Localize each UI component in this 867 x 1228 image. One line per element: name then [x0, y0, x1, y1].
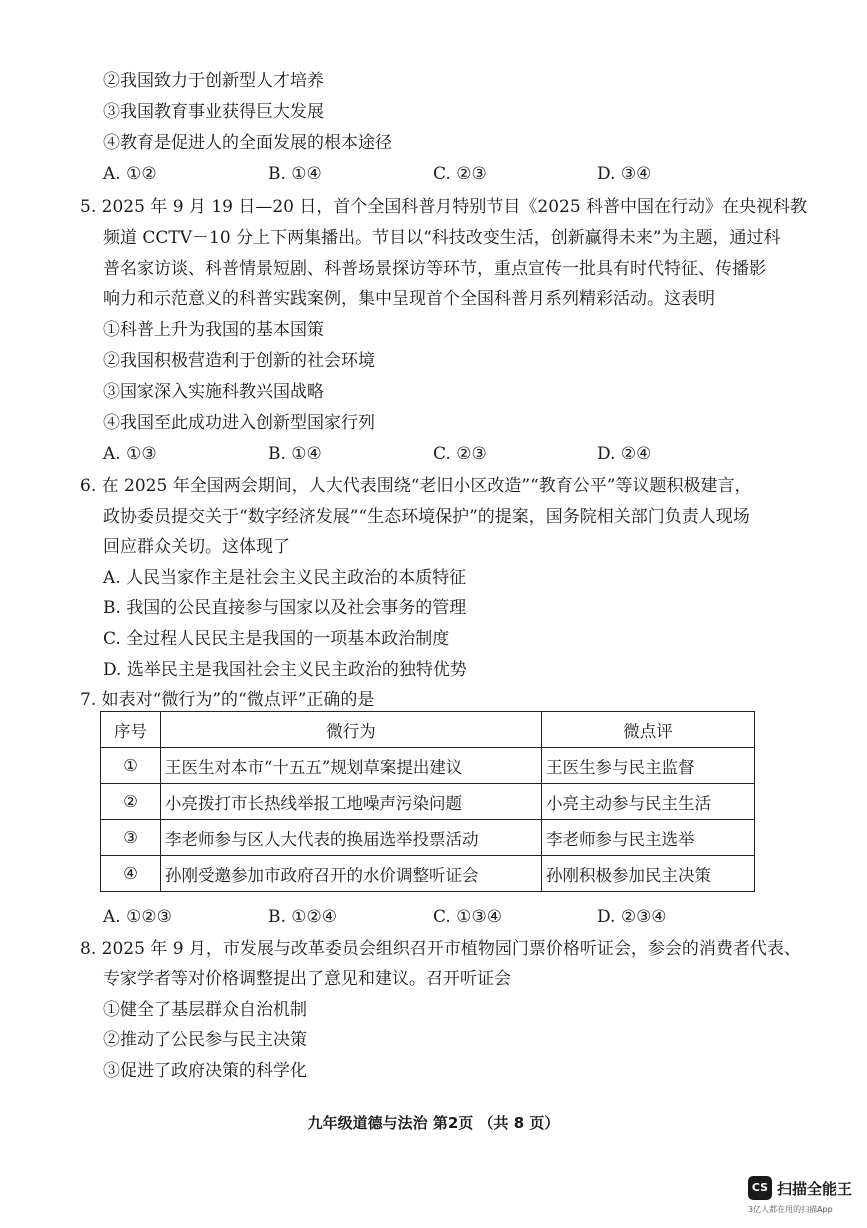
table-cell: 孙刚积极参加民主决策 [542, 856, 755, 892]
q8-item-2: ②推动了公民参与民主决策 [103, 1030, 307, 1050]
q5-item-2: ②我国积极营造利于创新的社会环境 [103, 351, 375, 371]
table-cell: 王医生参与民主监督 [542, 748, 755, 784]
q6-stem-line-3: 回应群众关切。这体现了 [103, 537, 290, 557]
table-cell: ② [101, 784, 161, 820]
q7-stem: 7. 如表对“微行为”的“微点评”正确的是 [80, 690, 375, 710]
q5-item-4: ④我国至此成功进入创新型国家行列 [103, 413, 375, 433]
q5-answer-d: D. ②④ [597, 444, 652, 464]
table-cell: 小亮拨打市长热线举报工地噪声污染问题 [161, 784, 542, 820]
table-row [101, 820, 755, 856]
table-header-row [101, 712, 755, 748]
q7-answer-b: B. ①②④ [268, 907, 338, 927]
table-cell: ③ [101, 820, 161, 856]
q5-stem-line-3: 普名家访谈、科普情景短剧、科普场景探访等环节，重点宣传一批具有时代特征、传播影 [103, 259, 766, 279]
q6-option-d: D. 选举民主是我国社会主义民主政治的独特优势 [103, 660, 467, 680]
q5-item-1: ①科普上升为我国的基本国策 [103, 320, 324, 340]
table-row [101, 748, 755, 784]
q8-item-3: ③促进了政府决策的科学化 [103, 1061, 307, 1081]
q8-item-1: ①健全了基层群众自治机制 [103, 1000, 307, 1020]
q8-stem-line-1: 8. 2025 年 9 月，市发展与改革委员会组织召开市植物园门票价格听证会，参会的消费者代表、 [80, 939, 801, 959]
q4-answer-a: A. ①② [103, 164, 157, 184]
q4-answer-c: C. ②③ [433, 164, 487, 184]
table-header-cell: 微点评 [542, 712, 755, 748]
q6-stem-line-2: 政协委员提交关于“数字经济发展”“生态环境保护”的提案，国务院相关部门负责人现场 [103, 507, 750, 527]
q7-answer-d: D. ②③④ [597, 907, 667, 927]
table-cell: 小亮主动参与民主生活 [542, 784, 755, 820]
q5-item-3: ③国家深入实施科教兴国战略 [103, 382, 324, 402]
q5-stem-line-1: 5. 2025 年 9 月 19 日—20 日，首个全国科普月特别节目《2025 科普中国在行动》在央视科教 [80, 197, 808, 217]
q5-answer-c: C. ②③ [433, 444, 487, 464]
table-cell: ① [101, 748, 161, 784]
q4-answer-b: B. ①④ [268, 164, 322, 184]
q7-answer-a: A. ①②③ [103, 907, 172, 927]
table-cell: ④ [101, 856, 161, 892]
q5-answer-a: A. ①③ [103, 444, 157, 464]
table-header-cell: 序号 [101, 712, 161, 748]
q5-stem-line-4: 响力和示范意义的科普实践案例，集中呈现首个全国科普月系列精彩活动。这表明 [103, 289, 715, 309]
q6-option-c: C. 全过程人民民主是我国的一项基本政治制度 [103, 629, 450, 649]
table-row [101, 784, 755, 820]
table-cell: 李老师参与区人大代表的换届选举投票活动 [161, 820, 542, 856]
page-footer: 九年级道德与法治 第2页 （共 8 页） [307, 1114, 560, 1132]
watermark-subtitle: 3亿人都在用的扫描App [748, 1205, 833, 1214]
q4-item-3: ③我国教育事业获得巨大发展 [103, 102, 324, 122]
table-cell: 李老师参与民主选举 [542, 820, 755, 856]
camscanner-logo-icon: CS [748, 1176, 772, 1200]
q6-option-b: B. 我国的公民直接参与国家以及社会事务的管理 [103, 598, 467, 618]
table-cell: 王医生对本市“十五五”规划草案提出建议 [161, 748, 542, 784]
q6-stem-line-1: 6. 在 2025 年全国两会期间，人大代表围绕“老旧小区改造”“教育公平”等议题积极建言， [80, 476, 752, 496]
table-row [101, 856, 755, 892]
q7-table [100, 711, 755, 892]
watermark-title: 扫描全能王 [777, 1180, 853, 1198]
table-cell: 孙刚受邀参加市政府召开的水价调整听证会 [161, 856, 542, 892]
q4-item-4: ④教育是促进人的全面发展的根本途径 [103, 133, 392, 153]
q4-answer-d: D. ③④ [597, 164, 652, 184]
q4-item-2: ②我国致力于创新型人才培养 [103, 71, 324, 91]
q5-stem-line-2: 频道 CCTV－10 分上下两集播出。节目以“科技改变生活，创新赢得未来”为主题，通过科 [103, 228, 781, 248]
scanner-watermark [748, 1176, 860, 1224]
q8-stem-line-2: 专家学者等对价格调整提出了意见和建议。召开听证会 [103, 969, 511, 989]
q7-answer-c: C. ①③④ [433, 907, 502, 927]
q5-answer-b: B. ①④ [268, 444, 322, 464]
table-header-cell: 微行为 [161, 712, 542, 748]
q6-option-a: A. 人民当家作主是社会主义民主政治的本质特征 [103, 568, 467, 588]
